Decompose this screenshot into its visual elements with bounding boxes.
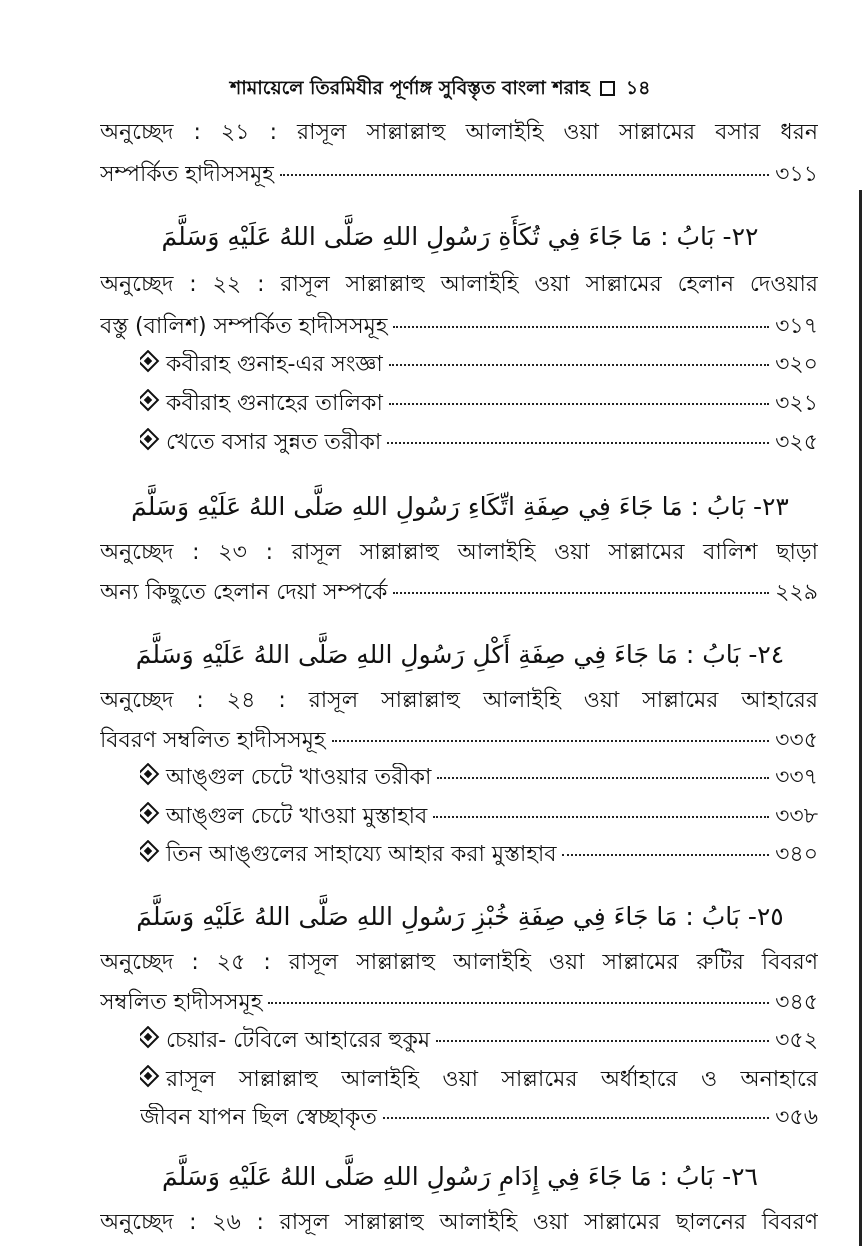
page-number: ৩২৫: [775, 430, 818, 455]
leader-dots: [433, 816, 769, 818]
sub-entry: [140, 1026, 818, 1056]
leader-dots: [393, 592, 769, 594]
running-header: [230, 74, 650, 106]
sub-entry-text: কবীরাহ গুনাহের তালিকা: [166, 391, 383, 416]
page-number: ২২৯: [775, 580, 818, 605]
diamond-bullet-icon: [140, 1065, 159, 1087]
page-number: ৩১১: [775, 162, 818, 187]
leader-dots: [437, 777, 769, 779]
leader-dots: [268, 1002, 769, 1004]
page-number: ৩৪০: [775, 842, 818, 867]
page-number: ৩৫২: [775, 1028, 818, 1053]
header-title: শামায়েলে তিরমিযীর পূর্ণাঙ্গ সুবিস্তৃত বাংলা শরাহ: [230, 77, 590, 99]
chapter-26-arabic-heading: ٢٦- بَابُ : مَا جَاءَ فِي إِدَامِ رَسُولِ اللهِ صَلَّى اللهُ عَلَيْهِ وَسَلَّمَ: [162, 1162, 758, 1191]
diamond-bullet-icon: [140, 840, 159, 862]
page-number: ৩২০: [775, 352, 818, 377]
page-number: ৩১৭: [775, 314, 818, 339]
diamond-bullet-icon: [140, 389, 159, 411]
sub-entry: [140, 763, 818, 793]
leader-dots: [436, 1040, 769, 1042]
leader-dots: [389, 364, 769, 366]
entry-text: অন্য কিছুতে হেলান দেয়া সম্পর্কে: [100, 580, 388, 605]
page-number: ৩৩৫: [775, 728, 818, 753]
sub-entry-text: তিন আঙ্গুলের সাহায্যে আহার করা মুস্তাহাব: [166, 842, 557, 867]
page-number: ৩৪৫: [775, 990, 818, 1015]
diamond-bullet-icon: [140, 350, 159, 372]
sub-entry: [140, 840, 818, 870]
entry-25-line2: [100, 988, 818, 1018]
page-number: ৩২১: [775, 391, 818, 416]
entry-22-line1: অনুচ্ছেদ : ২২ : রাসূল সাল্লাল্লাহু আলাইহি ওয়া সাল্লামের হেলান দেওয়ার: [100, 272, 818, 297]
sub-entry-text: চেয়ার- টেবিলে আহারের হুকুম: [166, 1028, 431, 1053]
page-number: ৩৩৭: [775, 765, 818, 790]
entry-23-line1: অনুচ্ছেদ : ২৩ : রাসূল সাল্লাল্লাহু আলাইহি ওয়া সাল্লামের বালিশ ছাড়া: [100, 540, 818, 565]
sub-entry-text: খেতে বসার সুন্নত তরীকা: [166, 430, 382, 455]
leader-dots: [332, 740, 770, 742]
chapter-24-arabic-heading: ٢٤- بَابُ : مَا جَاءَ فِي صِفَةِ أَكْلِ رَسُولِ اللهِ صَلَّى اللهُ عَلَيْهِ وَسَلَّمَ: [135, 640, 785, 669]
leader-dots: [562, 854, 769, 856]
entry-24-line1: অনুচ্ছেদ : ২৪ : রাসূল সাল্লাল্লাহু আলাইহি ওয়া সাল্লামের আহারের: [100, 688, 818, 713]
entry-21-line1: অনুচ্ছেদ : ২১ : রাসূল সাল্লাল্লাহু আলাইহি ওয়া সাল্লামের বসার ধরন: [100, 120, 818, 145]
entry-24-line2: [100, 726, 818, 756]
page-number: ৩৩৮: [775, 804, 818, 829]
square-icon: [600, 81, 615, 96]
sub-entry-text: আঙ্গুল চেটে খাওয়ার তরীকা: [166, 765, 432, 790]
entry-22-line2: [100, 312, 818, 342]
entry-text: বিবরণ সম্বলিত হাদীসসমূহ: [100, 728, 326, 753]
page-number: ৩৫৬: [775, 1105, 818, 1130]
sub-entry: [140, 350, 818, 380]
entry-25-line1: অনুচ্ছেদ : ২৫ : রাসূল সাল্লাল্লাহু আলাইহি ওয়া সাল্লামের রুটির বিবরণ: [100, 950, 818, 975]
leader-dots: [280, 174, 769, 176]
entry-23-line2: [100, 578, 818, 608]
page-edge-rule: [859, 190, 862, 1246]
diamond-bullet-icon: [140, 802, 159, 824]
leader-dots: [387, 442, 769, 444]
sub-entry: [140, 802, 818, 832]
sub-entry-text: জীবন যাপন ছিল স্বেচ্ছাকৃত: [140, 1105, 377, 1130]
sub-entry-text: আঙ্গুল চেটে খাওয়া মুস্তাহাব: [166, 804, 428, 829]
sub-entry-continuation: [140, 1103, 818, 1133]
chapter-23-arabic-heading: ٢٣- بَابُ : مَا جَاءَ فِي صِفَةِ اتِّكَاءِ رَسُولِ اللهِ صَلَّى اللهُ عَلَيْهِ وَسَلَّمَ: [131, 492, 789, 521]
header-page-number: ১৪: [625, 77, 651, 99]
sub-entry-text: রাসূল সাল্লাল্লাহু আলাইহি ওয়া সাল্লামের অর্ধাহারে ও অনাহারে: [166, 1067, 818, 1092]
entry-26-line1: অনুচ্ছেদ : ২৬ : রাসূল সাল্লাল্লাহু আলাইহি ওয়া সাল্লামের ছালনের বিবরণ: [100, 1210, 818, 1235]
chapter-25-arabic-heading: ٢٥- بَابُ : مَا جَاءَ فِي صِفَةِ خُبْزِ رَسُولِ اللهِ صَلَّى اللهُ عَلَيْهِ وَسَلَّمَ: [136, 902, 784, 931]
sub-entry: [140, 389, 818, 419]
leader-dots: [383, 1117, 769, 1119]
sub-entry-text: কবীরাহ গুনাহ-এর সংজ্ঞা: [166, 352, 383, 377]
leader-dots: [393, 326, 769, 328]
sub-entry: [140, 428, 818, 458]
entry-text: বস্তু (বালিশ) সম্পর্কিত হাদীসসমূহ: [100, 314, 388, 339]
diamond-bullet-icon: [140, 1026, 159, 1048]
entry-text: সম্বলিত হাদীসসমূহ: [100, 990, 263, 1015]
chapter-22-arabic-heading: ٢٢- بَابُ : مَا جَاءَ فِي تُكَأَةِ رَسُولِ اللهِ صَلَّى اللهُ عَلَيْهِ وَسَلَّمَ: [161, 222, 759, 251]
sub-entry-multiline: [140, 1065, 818, 1095]
diamond-bullet-icon: [140, 763, 159, 785]
entry-21-line2: [100, 160, 818, 190]
diamond-bullet-icon: [140, 428, 159, 450]
leader-dots: [389, 403, 769, 405]
entry-text: সম্পর্কিত হাদীসসমূহ: [100, 162, 274, 187]
